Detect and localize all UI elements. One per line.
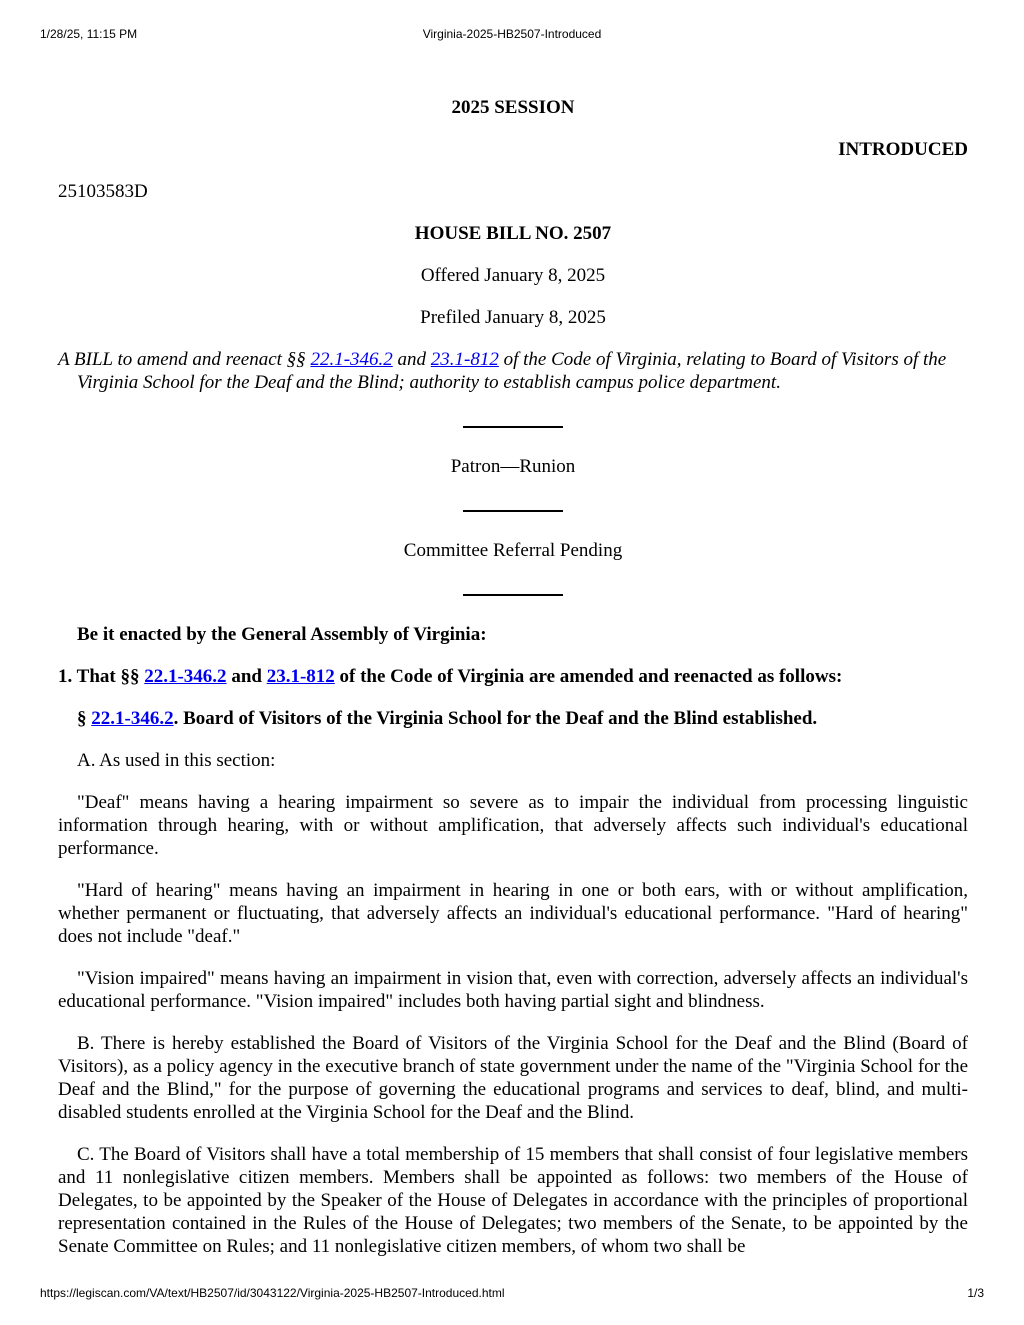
print-url: https://legiscan.com/VA/text/HB2507/id/3043122/Virginia-2025-HB2507-Introduced.html xyxy=(40,1286,505,1300)
print-datetime: 1/28/25, 11:15 PM xyxy=(40,27,138,41)
code-link-22-1-346-2[interactable]: 22.1-346.2 xyxy=(144,666,227,687)
print-footer xyxy=(40,1285,984,1301)
definition-hard-of-hearing: "Hard of hearing" means having an impairment in hearing in one or both ears, with or without amplification, whether permanent or fluctuating, that adversely affects an individual's educational performance. "Hard of hearing" does not include "deaf." xyxy=(58,880,968,947)
session-label: 2025 SESSION xyxy=(451,97,575,118)
status-label: INTRODUCED xyxy=(838,139,968,160)
code-link-22-1-346-2[interactable]: 22.1-346.2 xyxy=(310,349,393,370)
definition-vision-impaired: "Vision impaired" means having an impairment in vision that, even with correction, adversely affects an individual's educational performance. "Vision impaired" includes both having partial sight and blindness. xyxy=(58,968,968,1012)
section-heading: § 22.1-346.2. Board of Visitors of the Virginia School for the Deaf and the Blind established. xyxy=(77,708,818,729)
committee-referral: Committee Referral Pending xyxy=(403,540,623,561)
code-link-23-1-812[interactable]: 23.1-812 xyxy=(430,349,499,370)
bill-document xyxy=(58,96,968,1258)
subsection-c: C. The Board of Visitors shall have a total membership of 15 members that shall consist of four legislative members and 11 nonlegislative citizen members. Members shall be appointed as follows: two members of the House of Delegates, to be appointed by the Speaker of the House of Delegates in accordance with the principles of proportional representation contained in the Rules of the House of Delegates; two members of the Senate, to be appointed by the Senate Committee on Rules; and 11 nonlegislative citizen members, of whom two shall be xyxy=(58,1144,968,1257)
subsection-a: A. As used in this section: xyxy=(77,750,276,771)
divider xyxy=(58,581,968,604)
print-doc-title: Virginia-2025-HB2507-Introduced xyxy=(422,27,602,41)
patron: Patron—Runion xyxy=(450,456,576,477)
page-number: 1/3 xyxy=(967,1286,984,1300)
divider xyxy=(58,497,968,520)
offered-date: Offered January 8, 2025 xyxy=(420,265,606,286)
print-header xyxy=(40,26,984,42)
bill-number: HOUSE BILL NO. 2507 xyxy=(414,223,612,244)
prefiled-date: Prefiled January 8, 2025 xyxy=(420,307,606,328)
lis-number: 25103583D xyxy=(58,181,148,202)
bill-title: A BILL to amend and reenact §§ 22.1-346.2 and 23.1-812 of the Code of Virginia, relating to Board of Visitors of the Virginia School for the Deaf and the Blind; authority to establish campus police department. xyxy=(58,349,947,393)
section-1: 1. That §§ 22.1-346.2 and 23.1-812 of the Code of Virginia are amended and reenacted as follows: xyxy=(58,666,843,687)
code-link-23-1-812[interactable]: 23.1-812 xyxy=(266,666,335,687)
enacting-clause: Be it enacted by the General Assembly of Virginia: xyxy=(77,624,487,645)
code-link-22-1-346-2[interactable]: 22.1-346.2 xyxy=(91,708,174,729)
subsection-b: B. There is hereby established the Board of Visitors of the Virginia School for the Deaf and the Blind (Board of Visitors), as a policy agency in the executive branch of state government under the name of the "Virginia School for the Deaf and the Blind," for the purpose of governing the educational programs and services to deaf, blind, and multi-disabled students enrolled at the Virginia School for the Deaf and the Blind. xyxy=(58,1033,968,1123)
divider xyxy=(58,413,968,436)
definition-deaf: "Deaf" means having a hearing impairment so severe as to impair the individual from processing linguistic information through hearing, with or without amplification, that adversely affects such individual's educational performance. xyxy=(58,792,968,859)
